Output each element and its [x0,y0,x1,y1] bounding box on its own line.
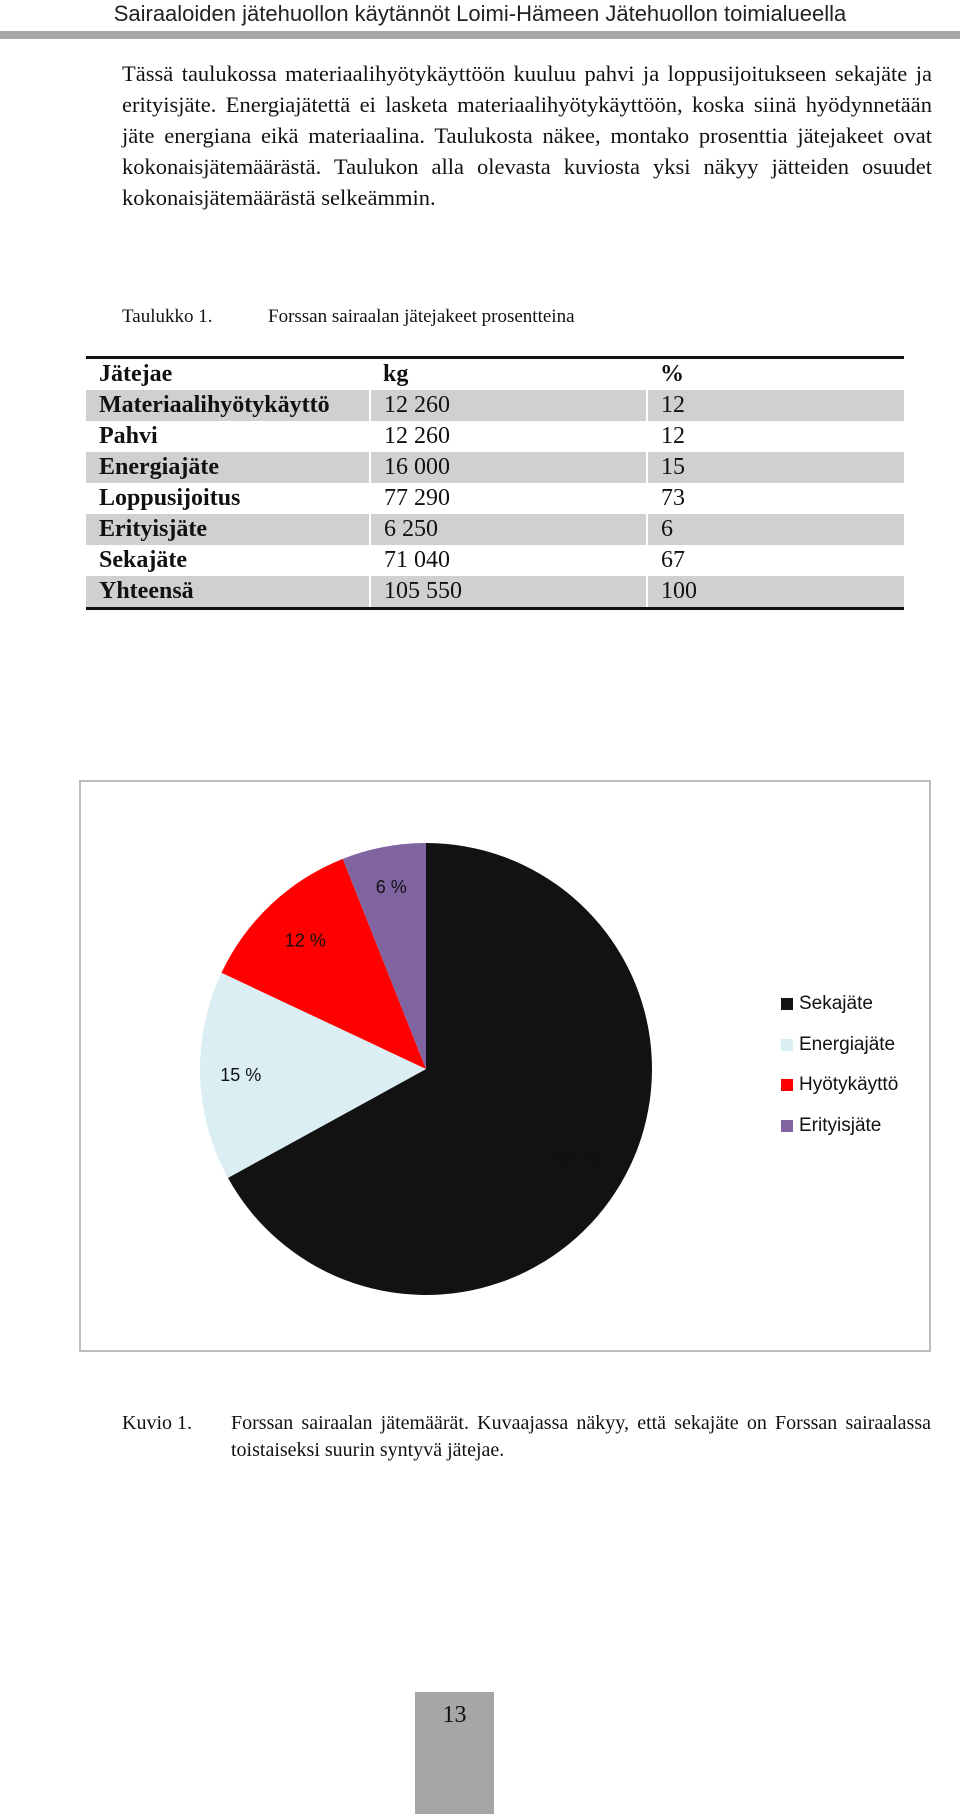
figure-caption-text: Forssan sairaalan jätemäärät. Kuvaajassa näkyy, että sekajäte on Forssan sairaalassa toistaiseksi suurin syntyvä jätejae. [231,1412,931,1461]
page-number: 13 [442,1702,467,1728]
table-cell: 16 000 [370,452,647,483]
legend-label: Hyötykäyttö [799,1074,899,1095]
table-row [86,421,904,452]
legend-swatch [781,998,793,1010]
table-cell: Yhteensä [86,576,370,609]
table-cell: 6 [647,514,904,545]
legend-item [781,994,898,1035]
table-cell: 71 040 [370,545,647,576]
header-rule [0,31,960,39]
pie-label-energiajäte: 15 % [220,1064,262,1085]
legend-swatch [781,1079,793,1091]
table-cell: 73 [647,483,904,514]
page-number-box [415,1692,494,1814]
pie-label-hyötykäyttö: 12 % [284,930,326,951]
table-cell: 15 [647,452,904,483]
legend-item [781,1116,898,1157]
table-cell: Energiajäte [86,452,370,483]
header-cell-fraction: Jätejae [86,358,370,391]
table-cell: Pahvi [99,423,158,449]
legend-item [781,1035,898,1076]
table-row [86,483,904,514]
table-cell: 12 260 [370,421,647,452]
table-cell: Sekajäte [99,547,187,573]
body-paragraph: Tässä taulukossa materiaalihyötykäyttöön kuuluu pahvi ja loppusijoitukseen sekajäte ja erityisjäte. Energiajätettä ei lasketa materiaalihyötykäyttöön, koska siinä hyödynnetään jäte energiana eikä materiaalina. Taulukosta näkee, montako prosenttia jätejakeet ovat kokonaisjätemäärästä. Taulukon alla olevasta kuviosta yksi näkyy jätteiden osuudet kokonaisjätemäärästä selkeämmin. [122,61,932,210]
figure-caption-label: Kuvio 1. [122,1412,192,1434]
pie-label-erityisjäte: 6 % [375,876,407,897]
table-row [86,452,904,483]
legend-label: Erityisjäte [799,1114,882,1136]
table-cell: Loppusijoitus [99,485,241,511]
table-cell: 12 [647,390,904,421]
running-header: Sairaaloiden jätehuollon käytännöt Loimi-Hämeen Jätehuollon toimialueella [113,1,847,26]
legend-label: Energiajäte [799,1033,896,1055]
table-caption-label: Taulukko 1. [122,306,213,327]
table-row [86,390,904,421]
table-cell: Materiaalihyötykäyttö [86,390,370,421]
table-cell: 67 [647,545,904,576]
legend-swatch [781,1120,793,1132]
table-caption-text: Forssan sairaalan jätejakeet prosentteina [268,306,575,327]
chart-legend [781,994,898,1156]
table-header-row [86,358,904,391]
header-cell-percent: % [647,358,904,391]
pie-chart-frame [79,780,931,1352]
table-cell: 12 [647,421,904,452]
legend-item [781,1075,898,1116]
table-cell: 77 290 [370,483,647,514]
table-cell: 6 250 [370,514,647,545]
table-row [86,545,904,576]
table-cell: 100 [647,576,904,609]
table-row [86,576,904,609]
legend-label: Sekajäte [799,993,873,1014]
table-row [86,514,904,545]
header-cell-kg: kg [370,358,647,391]
table-cell: 12 260 [370,390,647,421]
waste-table [86,356,904,610]
table-cell: 105 550 [370,576,647,609]
table-cell: Erityisjäte [86,514,370,545]
legend-swatch [781,1039,793,1051]
pie-label-sekajäte: 67 % [557,1148,599,1169]
